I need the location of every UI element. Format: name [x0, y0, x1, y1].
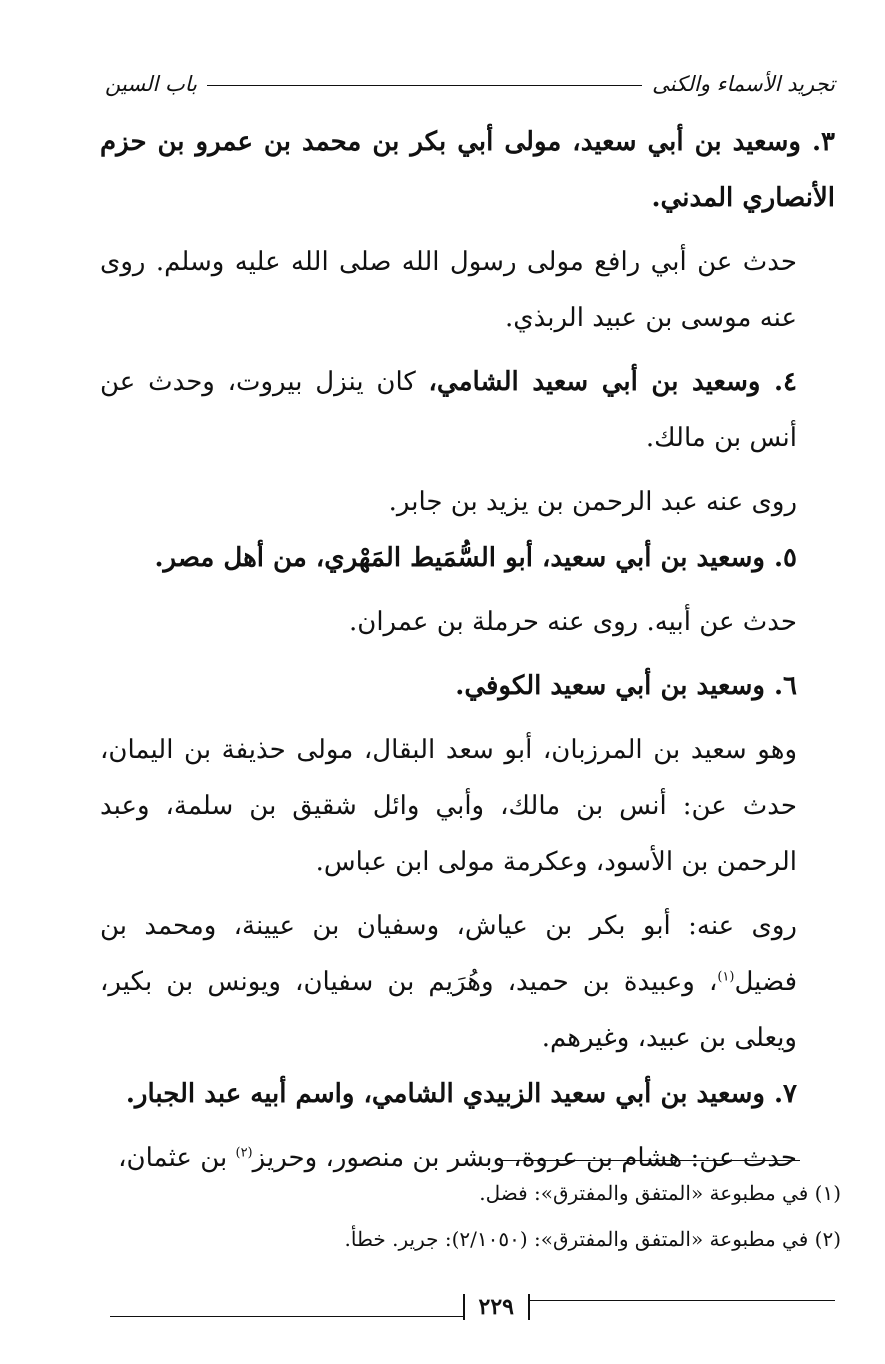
footer-rule-left	[110, 1316, 463, 1317]
entry-heading: ٣. وسعيد بن أبي سعيد، مولى أبي بكر بن محمد بن عمرو بن حزم الأنصاري المدني.	[100, 127, 835, 213]
paragraph-text: حدث عن أبيه. روى عنه حرملة بن عمران.	[348, 607, 797, 637]
footer-rule-right	[530, 1300, 835, 1301]
entry-6-narrators	[100, 898, 835, 1066]
page-footer	[110, 1292, 835, 1322]
paragraph-text: حدث عن أبي رافع مولى رسول الله صلى الله عليه وسلم. روى عنه موسى بن عبيد الربذي.	[100, 247, 797, 333]
running-header	[105, 56, 835, 96]
entry-5-body	[100, 594, 835, 650]
entry-4	[100, 354, 835, 466]
entry-4-body	[100, 474, 835, 530]
entry-5	[100, 530, 835, 586]
entry-3-body	[100, 234, 835, 346]
book-title: تجريد الأسماء والكنى	[652, 72, 835, 96]
paragraph-text: بن عثمان،	[118, 1143, 236, 1173]
paragraph-text: حدث عن: هشام بن عروة، وبشر بن منصور، وحريز	[252, 1143, 797, 1173]
page-number: ٢٢٩	[463, 1294, 530, 1320]
paragraph-text: كان ينزل بيروت، وحدث عن أنس بن مالك.	[100, 367, 797, 453]
paragraph-text: روى عنه: أبو بكر بن عياش، وسفيان بن عيينة، ومحمد بن فضيل	[100, 911, 797, 997]
footnote-2: (٢) في مطبوعة «المتفق والمفترق»: (٢/١٠٥٠): جرير. خطأ.	[344, 1227, 841, 1251]
footnote-ref[interactable]: (١)	[717, 969, 735, 985]
entry-6-body	[100, 722, 835, 890]
entry-heading: ٤. وسعيد بن أبي سعيد الشامي،	[428, 367, 797, 397]
footnote-separator	[500, 1160, 800, 1161]
entry-heading: ٧. وسعيد بن أبي سعيد الزبيدي الشامي، واسم أبيه عبد الجبار.	[125, 1079, 797, 1109]
header-rule	[207, 85, 642, 86]
chapter-title: باب السين	[105, 72, 197, 96]
footnote-ref[interactable]: (٢)	[235, 1145, 253, 1161]
footnote-1: (١) في مطبوعة «المتفق والمفترق»: فضل.	[479, 1181, 841, 1205]
footnotes	[100, 1170, 841, 1262]
main-text	[100, 106, 835, 1186]
paragraph-text: وهو سعيد بن المرزبان، أبو سعد البقال، مولى حذيفة بن اليمان، حدث عن: أنس بن مالك، وأبي وائل شقيق بن سلمة، وعبد الرحمن بن الأسود، وعكرمة مولى ابن عباس.	[100, 735, 797, 877]
entry-6	[100, 658, 835, 714]
entry-heading: ٦. وسعيد بن أبي سعيد الكوفي.	[455, 671, 797, 701]
entry-7	[100, 1066, 835, 1122]
paragraph-text: ، وعبيدة بن حميد، وهُرَيم بن سفيان، ويونس بن بكير، ويعلى بن عبيد، وغيرهم.	[100, 967, 797, 1053]
entry-3	[100, 114, 835, 226]
entry-heading: ٥. وسعيد بن أبي سعيد، أبو السُّمَيط المَهْري، من أهل مصر.	[154, 543, 797, 573]
paragraph-text: روى عنه عبد الرحمن بن يزيد بن جابر.	[388, 487, 797, 517]
